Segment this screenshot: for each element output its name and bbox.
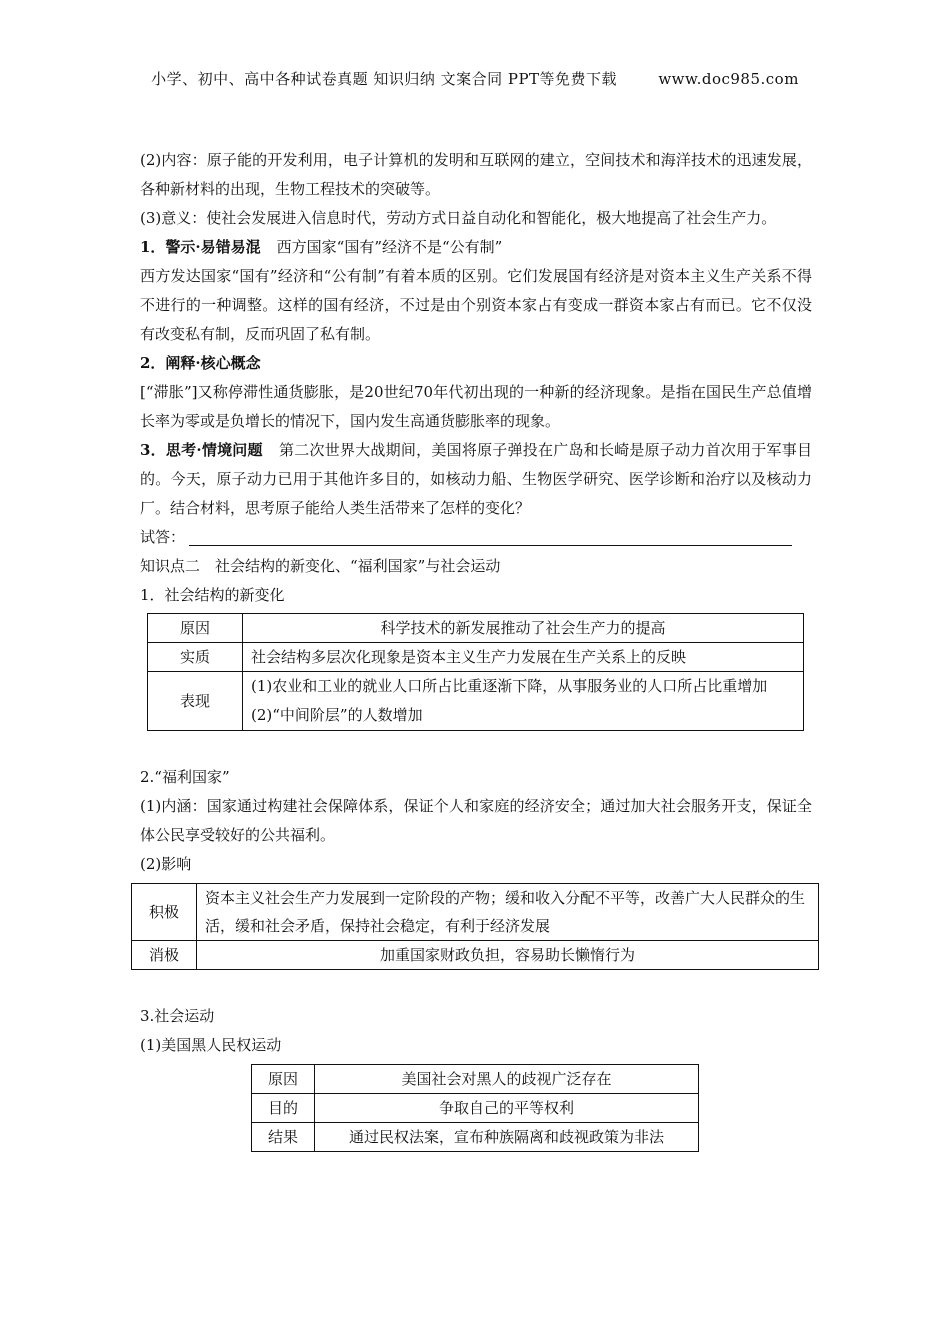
welfare-impact-table [131, 883, 819, 970]
header-site: www.doc985.com [658, 70, 799, 88]
thinking-paragraph [140, 436, 812, 523]
table-cell-value: 社会结构多层次化现象是资本主义生产力发展在生产关系上的反映 [243, 643, 804, 672]
table-row [252, 1123, 699, 1152]
table-row [148, 614, 804, 643]
table-row [132, 884, 819, 941]
answer-row [140, 523, 812, 552]
warning-heading [140, 233, 812, 262]
table-cell-label: 表现 [148, 672, 243, 731]
table-cell-label: 目的 [252, 1094, 315, 1123]
table-cell-value: 争取自己的平等权利 [315, 1094, 699, 1123]
concept-body: [“滞胀”]又称停滞性通货膨胀，是20世纪70年代初出现的一种新的经济现象。是指在国民生产总值增长率为零或是负增长的情况下，国内发生高通货膨胀率的现象。 [140, 383, 812, 430]
table-cell-value: 资本主义社会生产力发展到一定阶段的产物；缓和收入分配不平等，改善广大人民群众的生活，缓和社会矛盾，保持社会稳定，有利于经济发展 [197, 884, 819, 941]
warning-title: 西方国家“国有”经济不是“公有制” [276, 238, 503, 256]
table-cell-label: 消极 [132, 941, 197, 970]
table-cell-label: 原因 [252, 1065, 315, 1094]
answer-label: 试答： [140, 528, 186, 546]
table-row [252, 1065, 699, 1094]
table-cell-value: 通过民权法案，宣布种族隔离和歧视政策为非法 [315, 1123, 699, 1152]
welfare-title: 2.“福利国家” [140, 768, 230, 786]
performance-item-1: (1)农业和工业的就业人口所占比重逐渐下降，从事服务业的人口所占比重增加 [251, 677, 768, 695]
document-body [140, 146, 812, 1152]
table-row [252, 1094, 699, 1123]
table-cell-value: 加重国家财政负担，容易助长懒惰行为 [197, 941, 819, 970]
page-header [0, 68, 950, 89]
table-cell-label: 实质 [148, 643, 243, 672]
table-cell-label: 结果 [252, 1123, 315, 1152]
table-cell-label: 原因 [148, 614, 243, 643]
table-row [132, 941, 819, 970]
answer-blank[interactable] [189, 527, 792, 546]
significance-paragraph: (3)意义：使社会发展进入信息时代，劳动方式日益自动化和智能化，极大地提高了社会生产力。 [140, 209, 777, 227]
table-cell-value [243, 672, 804, 731]
header-text: 小学、初中、高中各种试卷真题 知识归纳 文案合同 PPT等免费下载 [151, 70, 618, 88]
social-structure-title: 1．社会结构的新变化 [140, 586, 285, 604]
thinking-body: 第二次世界大战期间，美国将原子弹投在广岛和长崎是原子动力首次用于军事目的。今天，原子动力已用于其他许多目的，如核动力船、生物医学研究、医学诊断和治疗以及核动力厂。结合材料，思考原子能给人类生活带来了怎样的变化？ [140, 441, 812, 517]
table-cell-label: 积极 [132, 884, 197, 941]
table-row [148, 643, 804, 672]
civil-rights-table [251, 1064, 699, 1152]
section2-title: 知识点二 社会结构的新变化、“福利国家”与社会运动 [140, 557, 501, 575]
warning-body: 西方发达国家“国有”经济和“公有制”有着本质的区别。它们发展国有经济是对资本主义生产关系不得不进行的一种调整。这样的国有经济，不过是由个别资本家占有变成一群资本家占有而已。它不仅没有改变私有制，反而巩固了私有制。 [140, 267, 812, 343]
content-paragraph: (2)内容：原子能的开发利用，电子计算机的发明和互联网的建立，空间技术和海洋技术的迅速发展，各种新材料的出现，生物工程技术的突破等。 [140, 151, 812, 198]
table-cell-value: 美国社会对黑人的歧视广泛存在 [315, 1065, 699, 1094]
table-cell-value: 科学技术的新发展推动了社会生产力的提高 [243, 614, 804, 643]
thinking-label: 3．思考·情境问题 [140, 441, 263, 459]
performance-item-2: (2)“中间阶层”的人数增加 [251, 706, 423, 724]
civil-rights-title: (1)美国黑人民权运动 [140, 1036, 282, 1054]
warning-label: 1．警示·易错易混 [140, 238, 261, 256]
social-structure-table [147, 613, 804, 731]
social-movement-title: 3.社会运动 [140, 1007, 215, 1025]
table-row [148, 672, 804, 731]
concept-heading: 2．阐释·核心概念 [140, 354, 261, 372]
welfare-paragraph: (1)内涵：国家通过构建社会保障体系，保证个人和家庭的经济安全；通过加大社会服务开支，保证全体公民享受较好的公共福利。 [140, 797, 812, 844]
impact-title: (2)影响 [140, 855, 192, 873]
